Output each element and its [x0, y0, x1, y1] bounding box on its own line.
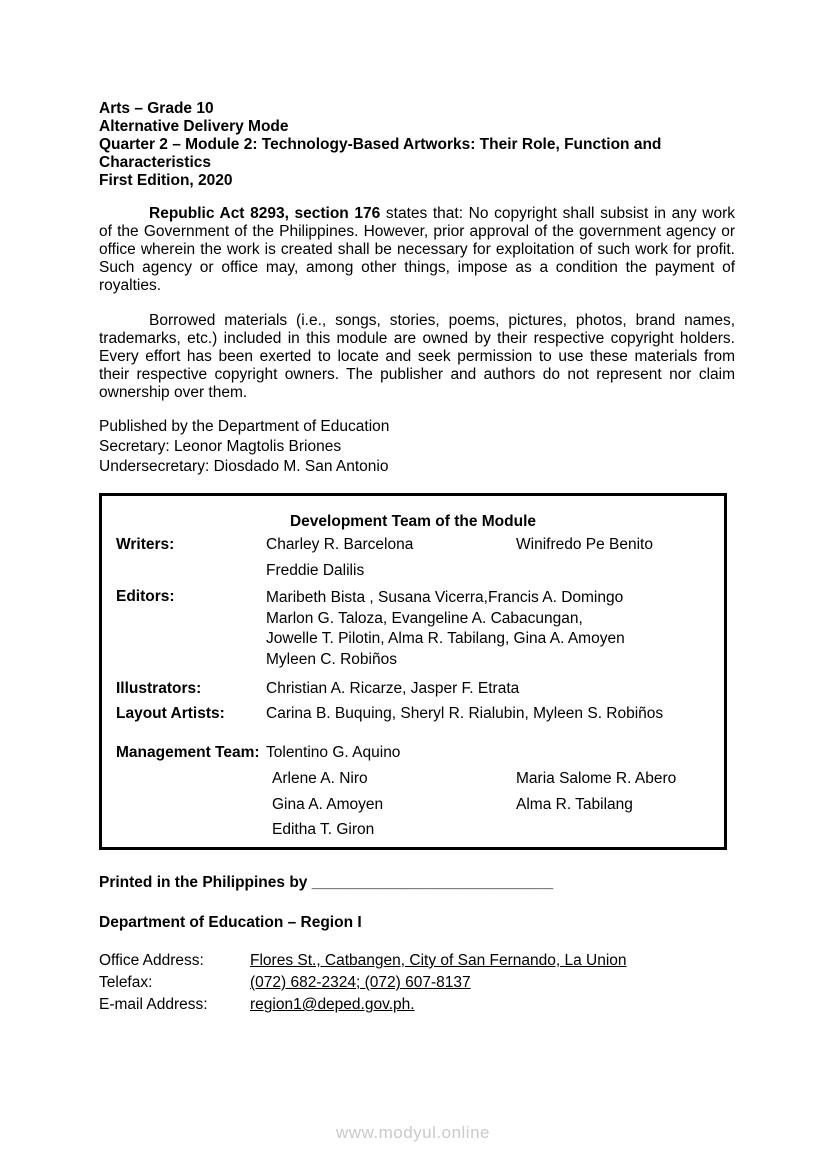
- secretary-line: Secretary: Leonor Magtolis Briones: [99, 438, 342, 455]
- email-row: [99, 994, 735, 1016]
- printer-blank-line: ____________________________: [311, 874, 554, 891]
- page-content: [99, 100, 735, 1016]
- editor-names-line: Jowelle T. Pilotin, Alma R. Tabilang, Gina A. Amoyen: [266, 630, 625, 647]
- site-watermark: www.modyul.online: [335, 1123, 490, 1142]
- management-lead-name: Tolentino G. Aquino: [266, 744, 401, 761]
- module-quarter-line-2: Characteristics: [99, 154, 212, 171]
- layout-artist-names: Carina B. Buquing, Sheryl R. Rialubin, Myleen S. Robiños: [266, 705, 664, 722]
- module-title-block: [99, 100, 735, 190]
- development-team-box: [99, 493, 727, 850]
- deped-region-line: Department of Education – Region I: [99, 914, 362, 931]
- management-member-name: Maria Salome R. Abero: [516, 770, 677, 787]
- published-by-line: Published by the Department of Education: [99, 418, 390, 435]
- illustrators-row: [116, 680, 710, 698]
- contact-block: [99, 950, 735, 1016]
- management-team-row: [116, 744, 710, 762]
- office-address-label: Office Address:: [99, 952, 204, 969]
- module-edition-line: First Edition, 2020: [99, 172, 233, 189]
- office-address-value: Flores St., Catbangen, City of San Fernando, La Union: [250, 952, 627, 969]
- printed-in-line: [99, 874, 735, 892]
- writer-name: Freddie Dalilis: [266, 562, 365, 579]
- management-names-row: [116, 821, 710, 839]
- development-team-title: Development Team of the Module: [289, 513, 537, 530]
- management-team-label: Management Team:: [116, 744, 260, 761]
- illustrator-names: Christian A. Ricarze, Jasper F. Etrata: [266, 680, 520, 697]
- editor-names-line: Myleen C. Robiños: [266, 650, 397, 668]
- layout-artists-label: Layout Artists:: [116, 705, 225, 722]
- management-names-row: [116, 796, 710, 814]
- undersecretary-line: Undersecretary: Diosdado M. San Antonio: [99, 458, 389, 475]
- editor-names-line: Marlon G. Taloza, Evangeline A. Cabacungan,: [266, 609, 583, 627]
- printed-in-label: Printed in the Philippines by: [99, 874, 308, 891]
- telefax-label: Telefax:: [99, 974, 153, 991]
- copyright-act-paragraph: [99, 205, 735, 295]
- management-member-name: Editha T. Giron: [272, 821, 375, 838]
- writers-row-2: [116, 562, 710, 580]
- telefax-value: (072) 682-2324; (072) 607-8137: [250, 974, 471, 991]
- writers-label: Writers:: [116, 536, 175, 553]
- management-member-name: [516, 821, 710, 839]
- management-member-name: Alma R. Tabilang: [516, 796, 633, 813]
- management-member-name: Gina A. Amoyen: [272, 796, 384, 813]
- writers-row: [116, 536, 710, 554]
- layout-artists-row: [116, 705, 710, 723]
- writer-name: Winifredo Pe Benito: [516, 536, 653, 553]
- editors-label: Editors:: [116, 588, 175, 605]
- copyright-act-text: states that: No copyright shall subsist in any work of the Government of the Philippines. However, prior approval of the government agency or office wherein the work is created shall be necessary for exploitation of such work for profit. Such agency or office may, among other things, impose as a condition the payment of royalties.: [99, 205, 735, 294]
- illustrators-label: Illustrators:: [116, 680, 202, 697]
- copyright-act-bold: Republic Act 8293, section 176: [149, 205, 381, 222]
- office-address-row: [99, 950, 735, 972]
- editors-names: [266, 588, 710, 670]
- telefax-row: [99, 972, 735, 994]
- module-quarter-line: Quarter 2 – Module 2: Technology-Based Artworks: Their Role, Function and: [99, 136, 662, 153]
- management-member-name: Arlene A. Niro: [272, 770, 368, 787]
- email-value: region1@deped.gov.ph.: [250, 996, 415, 1013]
- module-mode-line: Alternative Delivery Mode: [99, 118, 289, 135]
- editor-names-line: Maribeth Bista , Susana Vicerra,Francis A. Domingo: [266, 589, 624, 606]
- publisher-block: [99, 417, 735, 477]
- email-label: E-mail Address:: [99, 996, 208, 1013]
- management-names-row: [116, 770, 710, 788]
- editors-row: [116, 588, 710, 670]
- borrowed-materials-paragraph: Borrowed materials (i.e., songs, stories, poems, pictures, photos, brand names, trademarks, etc.) included in this module are owned by their respective copyright holders. Every effort has been exerted to locate and seek permission to use these materials from their respective copyright owners. The publisher and authors do not represent nor claim ownership over them.: [99, 312, 735, 401]
- module-subject-line: Arts – Grade 10: [99, 100, 214, 117]
- writer-name: Charley R. Barcelona: [266, 536, 414, 553]
